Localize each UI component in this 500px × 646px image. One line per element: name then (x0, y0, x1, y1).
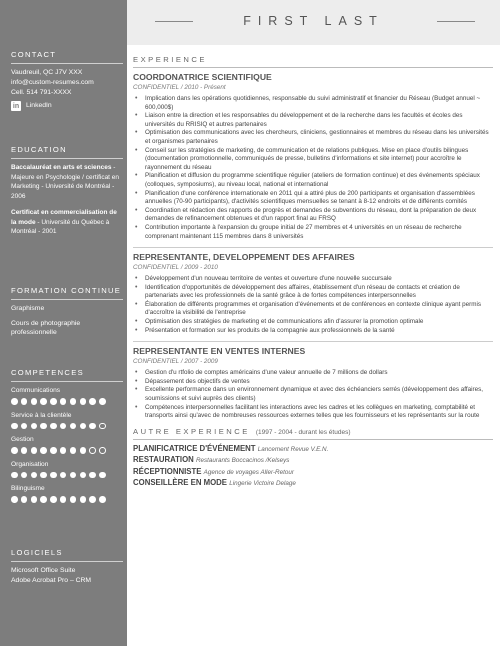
rating-dot-empty (99, 423, 106, 430)
job-bullet: • Implication dans les opérations quotidiennes, responsable du suivi administratif et financier du Réseau (Budget annuel ~ 600,000$) (133, 95, 493, 112)
rating-dot-filled (89, 496, 96, 503)
job-entry (133, 346, 493, 421)
rating-dot-filled (80, 496, 87, 503)
contact-section (11, 50, 123, 111)
rating-dot-filled (60, 496, 67, 503)
job-bullet: • Dépassement des objectifs de ventes (133, 378, 493, 387)
job-entry (133, 72, 493, 241)
job-bullet: • Conseil sur les stratégies de marketing, de communication et de relations publiques. Mise en place d'outils bilingues (documentation promotionnelle, communiqués de presse, bulletins d'informations et site internet) pour accroître le rayonnement du réseau (133, 147, 493, 173)
rating-dot-filled (89, 398, 96, 405)
rating-dot-filled (60, 398, 67, 405)
rating-dot-filled (21, 472, 28, 479)
linkedin-label: LinkedIn (26, 102, 52, 109)
training-item: Graphisme (11, 305, 45, 312)
rating-dot-filled (99, 472, 106, 479)
rating-dot-filled (70, 472, 77, 479)
job-bullet: • Optimisation des communications avec les chercheurs, cliniciens, gestionnaires et membres du réseau dans les universités et organismes partenaires (133, 129, 493, 146)
training-section (11, 286, 123, 337)
other-experience-item (133, 478, 493, 490)
rating-dot-filled (11, 423, 18, 430)
education-detail: - Université du Québec à Montréal - 2001 (11, 218, 110, 235)
rating-dot-filled (50, 496, 57, 503)
education-degree: Baccalauréat en arts et sciences (11, 164, 112, 171)
rating-dot-filled (89, 472, 96, 479)
job-bullets (133, 369, 493, 421)
skill-rating (11, 496, 123, 503)
skill-rating (11, 398, 123, 405)
main-content (133, 55, 493, 490)
rating-dot-filled (60, 472, 67, 479)
rating-dot-filled (70, 398, 77, 405)
rating-dot-filled (99, 496, 106, 503)
rating-dot-filled (60, 423, 67, 430)
rating-dot-empty (89, 447, 96, 454)
skill-rating (11, 423, 123, 430)
job-title: REPRESENTANTE, DEVELOPPEMENT DES AFFAIRES (133, 252, 355, 263)
rating-dot-filled (50, 423, 57, 430)
education-detail: - Majeure en Psychologie / certificat en Marketing - Université de Montréal - 2006 (11, 164, 120, 200)
training-heading: FORMATION CONTINUE (11, 286, 123, 300)
job-bullet: • Élaboration de différents programmes et organisation d'événements et de conférences en contexte clinique ayant permis d'accroître la visibilité de l'entreprise (133, 301, 493, 318)
job-bullet: • Contribution importante à l'expansion du groupe initial de 27 membres et 4 universités en un réseau de recherche comprenant maintenant 115 membres dans 8 universités (133, 224, 493, 241)
other-experience-heading: AUTRE EXPERIENCE (133, 426, 250, 436)
job-bullet: • Développement d'un nouveau territoire de ventes et ouverture d'une nouvelle succursale (133, 275, 493, 284)
rating-dot-filled (40, 496, 47, 503)
software-heading: LOGICIELS (11, 548, 123, 562)
skill-name: Communications (11, 387, 61, 394)
other-role: RÉCEPTIONNISTE (133, 466, 202, 476)
rating-dot-filled (31, 496, 38, 503)
job-bullet: • Excellente performance dans un environnement dynamique et avec des échéanciers serrés (développement des affaires, soumissions et suivi auprès des clients) (133, 386, 493, 403)
software-item: Microsoft Office Suite (11, 567, 76, 574)
job-bullet: • Compétences interpersonnelles facilitant les interactions avec les cadres et les collègues en marketing, comptabilité et transports ainsi qu'avec de nombreuses ressources externes telles que les fournisseurs et les représentants sur la route (133, 404, 493, 421)
software-item: Adobe Acrobat Pro – CRM (11, 577, 92, 584)
rating-dot-filled (21, 447, 28, 454)
job-bullet: • Planification d'une conférence internationale en 2011 qui a attiré plus de 200 participants et organisation d'assemblées annuelles (70-90 participants), d'activités scientifiques mensuelles se tenant à 8-12 endroits et de différents comités (133, 190, 493, 207)
contact-phone: Cell. 514 791-XXXX (11, 89, 72, 96)
rating-dot-filled (40, 447, 47, 454)
rating-dot-filled (50, 398, 57, 405)
rating-dot-filled (31, 472, 38, 479)
education-section (11, 145, 123, 244)
job-employer-dates: CONFIDENTIEL / 2007 - 2009 (133, 358, 218, 366)
rating-dot-filled (21, 496, 28, 503)
candidate-name: FIRST LAST (243, 14, 384, 28)
rating-dot-filled (31, 398, 38, 405)
skill-item (11, 435, 123, 454)
rating-dot-filled (70, 447, 77, 454)
skills-heading: COMPETENCES (11, 368, 123, 382)
rating-dot-empty (99, 447, 106, 454)
skill-name: Organisation (11, 460, 49, 468)
other-experience-item (133, 467, 493, 479)
education-degree: Certificat en commercialisation de la mode (11, 209, 117, 226)
contact-email[interactable]: info@custom-resumes.com (11, 79, 94, 86)
job-bullet: • Présentation et formation sur les produits de la compagnie aux professionnels de la santé (133, 327, 493, 336)
other-role: CONSEILLÈRE EN MODE (133, 478, 228, 488)
experience-heading: EXPERIENCE (133, 55, 493, 68)
sidebar (0, 0, 127, 646)
software-section (11, 548, 123, 586)
rating-dot-filled (80, 423, 87, 430)
other-experience-item (133, 455, 493, 467)
other-experience-item (133, 444, 493, 456)
rating-dot-filled (80, 398, 87, 405)
skill-name: Gestion (11, 436, 34, 443)
education-heading: EDUCATION (11, 145, 123, 159)
other-role: PLANIFICATRICE D'ÉVÉNEMENT (133, 443, 256, 453)
rating-dot-filled (99, 398, 106, 405)
job-entry (133, 252, 493, 335)
job-bullet: • Optimisation des stratégies de marketing et de communications afin d'assurer la promotion optimale (133, 318, 493, 327)
rating-dot-filled (31, 423, 38, 430)
other-organization: Lingerie Victoire Delage (229, 480, 296, 488)
training-item: Cours de photographie professionnelle (11, 320, 81, 336)
other-role: RESTAURATION (133, 455, 194, 465)
job-title: COORDONATRICE SCIENTIFIQUE (133, 72, 272, 82)
job-bullets (133, 95, 493, 241)
education-item (11, 163, 123, 201)
skill-name: Bilinguisme (11, 485, 45, 492)
job-bullet: • Identification d'opportunités de développement des affaires, établissement d'un réseau de contacts et création de partenariats avec les professionnels de la santé grâce à de fortes compétences interpersonnelles (133, 284, 493, 301)
rating-dot-filled (40, 398, 47, 405)
rating-dot-filled (40, 423, 47, 430)
other-experience-header (133, 427, 493, 440)
rating-dot-filled (40, 472, 47, 479)
rating-dot-filled (11, 496, 18, 503)
rating-dot-filled (11, 398, 18, 405)
linkedin-icon: in (12, 102, 20, 110)
skill-name: Service à la clientèle (11, 411, 72, 419)
rating-dot-filled (50, 472, 57, 479)
rating-dot-filled (80, 447, 87, 454)
job-bullet: • Coordination et rédaction des rapports de progrès et demandes de subventions du réseau, dont la préparation de deux demandes de refinancement obtenues et d'un rapport final au FRSQ (133, 207, 493, 224)
rating-dot-filled (11, 472, 18, 479)
rating-dot-filled (89, 423, 96, 430)
job-bullet: • Liaison entre la direction et les responsables du développement et de la recherche dans les facultés et écoles des universités du RRISIQ et autres partenaires (133, 112, 493, 129)
education-item (11, 208, 123, 237)
rating-dot-filled (50, 447, 57, 454)
job-bullets (133, 275, 493, 335)
skill-item (11, 386, 123, 405)
rating-dot-filled (70, 423, 77, 430)
rating-dot-filled (60, 447, 67, 454)
skill-item (11, 484, 123, 503)
skills-section (11, 368, 123, 509)
rating-dot-filled (80, 472, 87, 479)
other-organization: Restaurants Boccacinos /Kelseys (195, 457, 290, 465)
rating-dot-filled (21, 398, 28, 405)
rating-dot-filled (21, 423, 28, 430)
other-experience-dates: (1997 - 2004 - durant les études) (255, 428, 351, 436)
job-employer-dates: CONFIDENTIEL / 2009 - 2010 (133, 264, 218, 272)
skill-item (11, 460, 123, 479)
skill-rating (11, 447, 123, 454)
job-bullet: • Planification et diffusion du programme scientifique régulier (ateliers de formation continue) et des événements spéciaux (colloques, symposiums), au niveau local, national et international (133, 172, 493, 189)
linkedin-link[interactable] (11, 101, 123, 111)
job-title: REPRESENTANTE EN VENTES INTERNES (133, 346, 306, 357)
rating-dot-filled (31, 447, 38, 454)
job-divider (133, 247, 493, 248)
rating-dot-filled (11, 447, 18, 454)
other-organization: Lancement Revue V.E.N. (257, 445, 329, 453)
contact-address: Vaudreuil, QC J7V XXX (11, 69, 83, 76)
job-bullet: • Gestion d'u rtfolio de comptes américains d'une valeur annuelle de 7 millions de dollars (133, 369, 493, 378)
skill-item (11, 411, 123, 430)
rating-dot-filled (70, 496, 77, 503)
job-divider (133, 341, 493, 342)
contact-heading: CONTACT (11, 50, 123, 64)
job-employer-dates: CONFIDENTIEL / 2010 - Présent (133, 84, 226, 91)
other-organization: Agence de voyages Aller-Retour (203, 468, 294, 476)
skill-rating (11, 472, 123, 479)
